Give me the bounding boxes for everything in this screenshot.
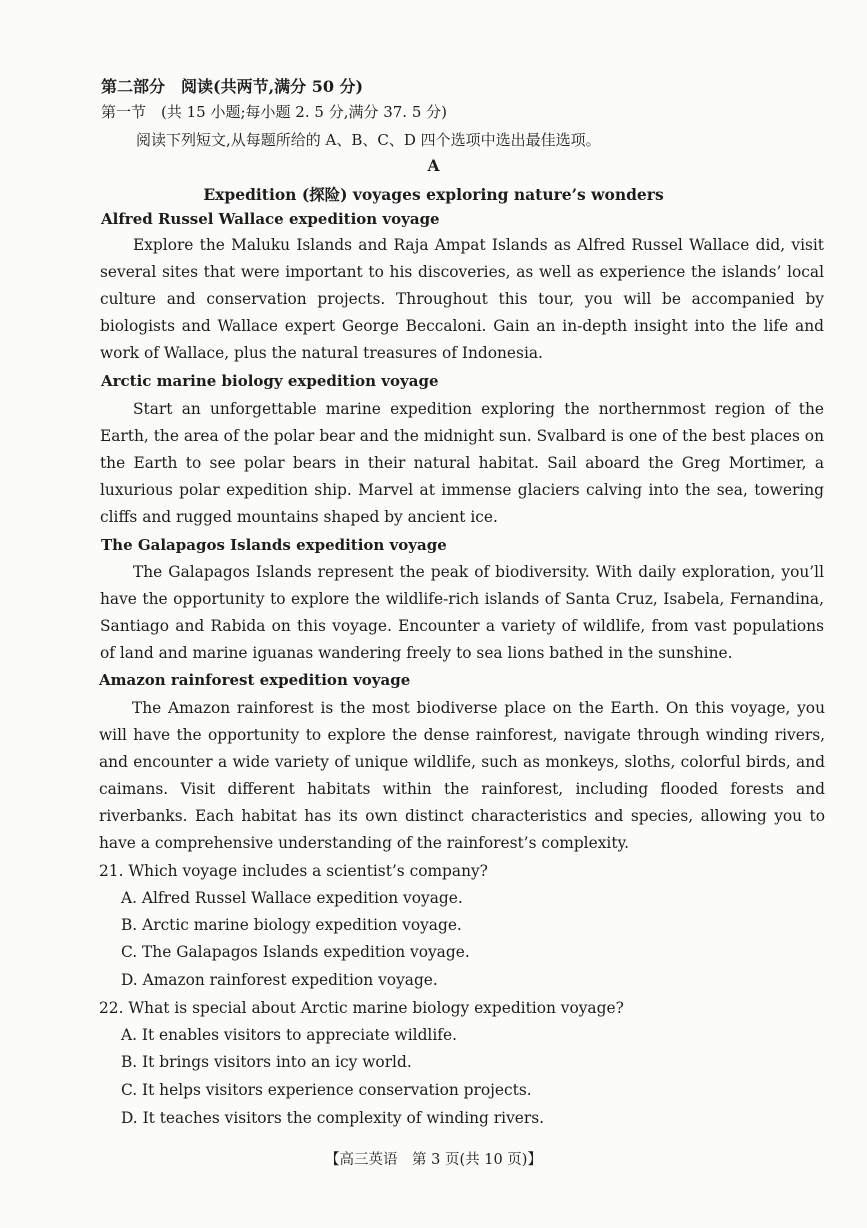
question-22-option-d: D. It teaches visitors the complexity of winding rivers. <box>121 1109 545 1127</box>
paragraph: Explore the Maluku Islands and Raja Ampat Islands as Alfred Russel Wallace did, visit several sites that were important to his discoveries, as well as experience the islands’ local culture and conservation projects. Throughout this tour, you will be accompanied by biologists and Wallace expert George Beccaloni. Gain an in-depth insight into the life and work of Wallace, plus the natural treasures of Indonesia. <box>100 236 824 362</box>
paragraph: The Galapagos Islands represent the peak of biodiversity. With daily exploration, you’ll have the opportunity to explore the wildlife-rich islands of Santa Cruz, Isabela, Fernandina, Santiago and Rabida on this voyage. Encounter a variety of wildlife, from vast populations of land and marine iguanas wandering freely to sea lions bathed in the sunshine. <box>100 563 824 662</box>
section-heading-amazon: Amazon rainforest expedition voyage <box>99 671 411 689</box>
paragraph: Start an unforgettable marine expedition exploring the northernmost region of the Earth, the area of the polar bear and the midnight sun. Svalbard is one of the best places on the Earth to see polar bears in their natural habitat. Sail aboard the Greg Mortimer, a luxurious polar expedition ship. Marvel at immense glaciers calving into the sea, towering cliffs and rugged mountains shaped by ancient ice. <box>100 400 824 526</box>
section-heading-arctic: Arctic marine biology expedition voyage <box>101 372 439 390</box>
page-footer: 【高三英语 第 3 页(共 10 页)】 <box>325 1152 542 1168</box>
section-text-amazon <box>99 695 825 857</box>
question-22-option-a: A. It enables visitors to appreciate wildlife. <box>121 1026 457 1044</box>
question-21-option-a: A. Alfred Russel Wallace expedition voyage. <box>121 889 463 907</box>
question-22-option-b: B. It brings visitors into an icy world. <box>121 1053 412 1071</box>
section-title: 第一节 (共 15 小题;每小题 2. 5 分,满分 37. 5 分) <box>101 103 448 121</box>
section-text-wallace <box>100 232 824 367</box>
passage-title: Expedition (探险) voyages exploring nature’s wonders <box>203 185 664 204</box>
instruction: 阅读下列短文,从每题所给的 A、B、C、D 四个选项中选出最佳选项。 <box>136 131 601 149</box>
part-title: 第二部分 阅读(共两节,满分 50 分) <box>101 77 364 96</box>
question-21-option-d: D. Amazon rainforest expedition voyage. <box>121 971 438 989</box>
passage-letter: A <box>427 156 440 175</box>
paragraph: The Amazon rainforest is the most biodiverse place on the Earth. On this voyage, you will have the opportunity to explore the dense rainforest, navigate through winding rivers, and encounter a wide variety of unique wildlife, such as monkeys, sloths, colorful birds, and caimans. Visit different habitats within the rainforest, including flooded forests and riverbanks. Each habitat has its own distinct characteristics and species, allowing you to have a comprehensive understanding of the rainforest’s complexity. <box>99 699 825 852</box>
question-22-stem: 22. What is special about Arctic marine biology expedition voyage? <box>99 999 624 1017</box>
question-21-stem: 21. Which voyage includes a scientist’s company? <box>99 862 488 880</box>
section-text-galapagos <box>100 559 824 667</box>
question-21-option-b: B. Arctic marine biology expedition voyage. <box>121 916 462 934</box>
section-text-arctic <box>100 396 824 531</box>
section-heading-galapagos: The Galapagos Islands expedition voyage <box>101 536 447 554</box>
question-21-option-c: C. The Galapagos Islands expedition voyage. <box>121 943 470 961</box>
question-22-option-c: C. It helps visitors experience conservation projects. <box>121 1081 532 1099</box>
section-heading-wallace: Alfred Russel Wallace expedition voyage <box>101 210 440 228</box>
